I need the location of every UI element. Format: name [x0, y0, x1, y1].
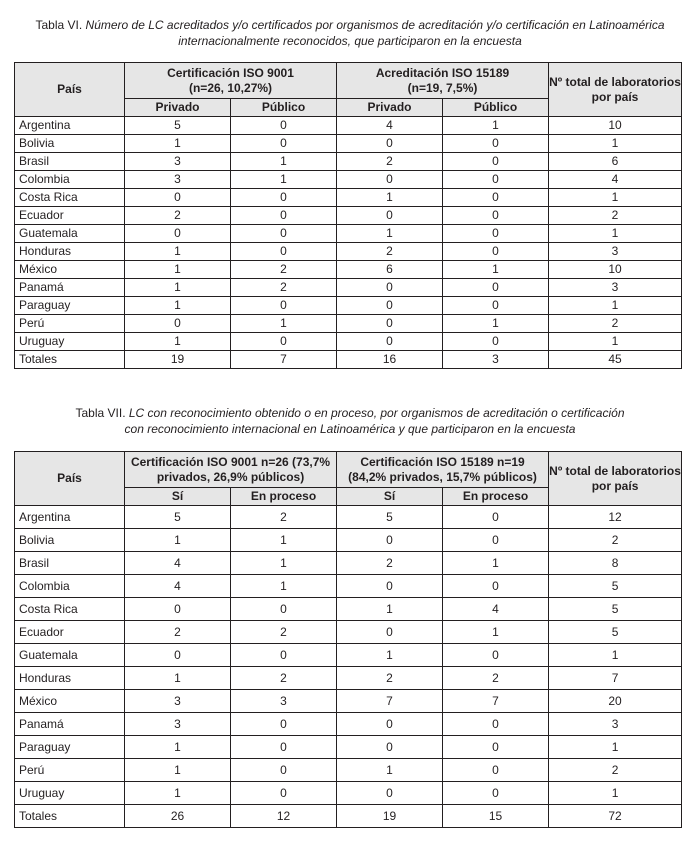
value-cell: 0 — [231, 759, 337, 782]
value-cell: 0 — [337, 529, 443, 552]
table-6-caption — [0, 17, 700, 49]
table-7-caption-text-2: con reconocimiento internacional en Latinoamérica y que participaron en la encuesta — [124, 422, 576, 436]
column-group-iso15189-line-1: Certificación ISO 15189 n=19 — [360, 454, 525, 469]
column-header-sub-3: Privado — [337, 99, 443, 117]
value-cell: 1 — [231, 315, 337, 333]
value-cell: 2 — [231, 621, 337, 644]
table-7-body — [15, 506, 682, 828]
total-cell: 5 — [549, 621, 682, 644]
value-cell: 2 — [337, 153, 443, 171]
country-cell: Perú — [15, 759, 125, 782]
value-cell: 1 — [125, 667, 231, 690]
value-cell: 0 — [231, 782, 337, 805]
value-cell: 15 — [443, 805, 549, 828]
value-cell: 0 — [443, 225, 549, 243]
value-cell: 0 — [337, 621, 443, 644]
value-cell: 1 — [337, 225, 443, 243]
country-cell: Paraguay — [15, 297, 125, 315]
column-group-iso9001-line-1: Certificación ISO 9001 n=26 (73,7% — [130, 454, 331, 469]
column-header-sub-2: Público — [231, 99, 337, 117]
column-header-sub-3: Sí — [337, 488, 443, 506]
value-cell: 1 — [337, 759, 443, 782]
total-cell: 3 — [549, 279, 682, 297]
column-group-iso15189 — [337, 452, 549, 488]
table-row — [15, 598, 682, 621]
value-cell: 0 — [443, 135, 549, 153]
country-cell: Bolivia — [15, 135, 125, 153]
value-cell: 0 — [443, 759, 549, 782]
value-cell: 1 — [443, 117, 549, 135]
value-cell: 0 — [443, 713, 549, 736]
table-row — [15, 529, 682, 552]
value-cell: 3 — [125, 153, 231, 171]
table-row — [15, 153, 682, 171]
column-group-iso9001-line-1: Certificación ISO 9001 — [167, 65, 294, 80]
column-header-total-line-1: Nº total de laboratorios — [549, 74, 681, 89]
total-cell: 1 — [549, 782, 682, 805]
country-cell: Guatemala — [15, 225, 125, 243]
total-cell: 2 — [549, 759, 682, 782]
value-cell: 1 — [125, 333, 231, 351]
country-cell: Perú — [15, 315, 125, 333]
value-cell: 0 — [231, 135, 337, 153]
country-cell: Costa Rica — [15, 189, 125, 207]
value-cell: 0 — [337, 297, 443, 315]
value-cell: 1 — [125, 279, 231, 297]
value-cell: 0 — [231, 713, 337, 736]
value-cell: 0 — [337, 575, 443, 598]
total-cell: 5 — [549, 575, 682, 598]
country-cell: Uruguay — [15, 782, 125, 805]
table-row — [15, 759, 682, 782]
table-7-caption-label: Tabla VII. — [75, 406, 126, 420]
value-cell: 0 — [231, 207, 337, 225]
value-cell: 5 — [125, 506, 231, 529]
country-cell: Brasil — [15, 552, 125, 575]
column-header-total-line-1: Nº total de laboratorios — [549, 463, 681, 478]
value-cell: 5 — [125, 117, 231, 135]
value-cell: 2 — [337, 243, 443, 261]
column-header-total-line-2: por país — [591, 89, 639, 104]
column-header-country: País — [15, 452, 125, 506]
column-header-sub-4: Público — [443, 99, 549, 117]
column-header-country: País — [15, 63, 125, 117]
table-row — [15, 552, 682, 575]
value-cell: 0 — [231, 297, 337, 315]
column-group-iso15189-line-2: (84,2% privados, 15,7% públicos) — [348, 469, 537, 484]
table-row — [15, 667, 682, 690]
total-cell: 20 — [549, 690, 682, 713]
country-cell: Bolivia — [15, 529, 125, 552]
value-cell: 1 — [443, 621, 549, 644]
country-cell: Argentina — [15, 117, 125, 135]
value-cell: 19 — [125, 351, 231, 369]
value-cell: 2 — [231, 279, 337, 297]
value-cell: 26 — [125, 805, 231, 828]
value-cell: 0 — [443, 782, 549, 805]
total-cell: 6 — [549, 153, 682, 171]
value-cell: 1 — [231, 552, 337, 575]
total-cell: 4 — [549, 171, 682, 189]
value-cell: 0 — [337, 333, 443, 351]
table-totals-row — [15, 805, 682, 828]
total-cell: 3 — [549, 713, 682, 736]
total-cell: 1 — [549, 644, 682, 667]
value-cell: 7 — [231, 351, 337, 369]
value-cell: 1 — [125, 243, 231, 261]
country-cell: Uruguay — [15, 333, 125, 351]
column-header-total — [549, 452, 682, 506]
total-cell: 1 — [549, 736, 682, 759]
table-totals-row — [15, 351, 682, 369]
value-cell: 1 — [125, 782, 231, 805]
value-cell: 2 — [337, 667, 443, 690]
value-cell: 0 — [337, 171, 443, 189]
country-cell: México — [15, 261, 125, 279]
table-row — [15, 225, 682, 243]
value-cell: 2 — [231, 667, 337, 690]
table-7-caption — [0, 405, 700, 437]
total-cell: 1 — [549, 135, 682, 153]
value-cell: 3 — [125, 171, 231, 189]
table-6-body — [15, 117, 682, 369]
total-cell: 2 — [549, 315, 682, 333]
table-row — [15, 297, 682, 315]
table-7-caption-line-2 — [0, 421, 700, 437]
value-cell: 0 — [125, 644, 231, 667]
value-cell: 0 — [231, 117, 337, 135]
country-cell: Costa Rica — [15, 598, 125, 621]
column-group-iso15189-line-2: (n=19, 7,5%) — [407, 80, 478, 95]
table-6-caption-text-1: Número de LC acreditados y/o certificados por organismos de acreditación y/o certificación en Latinoamérica — [85, 18, 665, 32]
country-cell: Totales — [15, 805, 125, 828]
table-row — [15, 243, 682, 261]
total-cell: 3 — [549, 243, 682, 261]
value-cell: 0 — [337, 782, 443, 805]
table-row — [15, 279, 682, 297]
country-cell: Totales — [15, 351, 125, 369]
table-row — [15, 315, 682, 333]
table-row — [15, 261, 682, 279]
value-cell: 0 — [337, 207, 443, 225]
column-group-iso15189-line-1: Acreditación ISO 15189 — [375, 65, 510, 80]
value-cell: 0 — [443, 333, 549, 351]
country-cell: Panamá — [15, 279, 125, 297]
total-cell: 5 — [549, 598, 682, 621]
column-group-iso9001-line-2: privados, 26,9% públicos) — [156, 469, 305, 484]
country-cell: México — [15, 690, 125, 713]
value-cell: 1 — [231, 153, 337, 171]
value-cell: 7 — [337, 690, 443, 713]
value-cell: 0 — [337, 135, 443, 153]
column-group-iso9001 — [125, 63, 337, 99]
value-cell: 1 — [125, 297, 231, 315]
table-row — [15, 135, 682, 153]
value-cell: 0 — [443, 207, 549, 225]
value-cell: 0 — [443, 529, 549, 552]
table-7-caption-text-1: LC con reconocimiento obtenido o en proceso, por organismos de acreditación o certificación — [128, 406, 625, 420]
table-row — [15, 782, 682, 805]
table-6-caption-label: Tabla VI. — [35, 18, 83, 32]
country-cell: Ecuador — [15, 207, 125, 225]
value-cell: 19 — [337, 805, 443, 828]
table-row — [15, 506, 682, 529]
column-header-total-line-2: por país — [591, 478, 639, 493]
total-cell: 2 — [549, 207, 682, 225]
table-row — [15, 713, 682, 736]
column-header-sub-1: Sí — [125, 488, 231, 506]
table-6-caption-line-2 — [0, 33, 700, 49]
value-cell: 1 — [231, 529, 337, 552]
value-cell: 1 — [125, 261, 231, 279]
table-row — [15, 644, 682, 667]
column-group-iso9001-line-2: (n=26, 10,27%) — [188, 80, 273, 95]
value-cell: 0 — [231, 736, 337, 759]
total-cell: 12 — [549, 506, 682, 529]
value-cell: 0 — [231, 189, 337, 207]
value-cell: 0 — [231, 243, 337, 261]
total-cell: 10 — [549, 117, 682, 135]
table-6-caption-line-1 — [0, 17, 700, 33]
country-cell: Colombia — [15, 575, 125, 598]
country-cell: Honduras — [15, 243, 125, 261]
value-cell: 1 — [125, 736, 231, 759]
value-cell: 4 — [443, 598, 549, 621]
value-cell: 3 — [125, 690, 231, 713]
value-cell: 2 — [125, 621, 231, 644]
value-cell: 4 — [125, 575, 231, 598]
value-cell: 0 — [125, 315, 231, 333]
value-cell: 16 — [337, 351, 443, 369]
total-cell: 1 — [549, 333, 682, 351]
value-cell: 2 — [231, 506, 337, 529]
table-row — [15, 736, 682, 759]
value-cell: 0 — [125, 189, 231, 207]
column-group-iso15189 — [337, 63, 549, 99]
total-cell: 2 — [549, 529, 682, 552]
table-row — [15, 117, 682, 135]
table-6 — [14, 62, 682, 369]
value-cell: 2 — [125, 207, 231, 225]
value-cell: 1 — [125, 529, 231, 552]
value-cell: 0 — [337, 713, 443, 736]
value-cell: 0 — [443, 243, 549, 261]
total-cell: 8 — [549, 552, 682, 575]
value-cell: 3 — [125, 713, 231, 736]
total-cell: 1 — [549, 297, 682, 315]
table-7-caption-line-1 — [0, 405, 700, 421]
value-cell: 0 — [337, 279, 443, 297]
value-cell: 0 — [337, 315, 443, 333]
value-cell: 1 — [231, 575, 337, 598]
value-cell: 1 — [231, 171, 337, 189]
table-row — [15, 621, 682, 644]
total-cell: 72 — [549, 805, 682, 828]
value-cell: 2 — [337, 552, 443, 575]
value-cell: 0 — [443, 297, 549, 315]
value-cell: 0 — [443, 189, 549, 207]
value-cell: 0 — [337, 736, 443, 759]
value-cell: 4 — [125, 552, 231, 575]
value-cell: 1 — [337, 644, 443, 667]
total-cell: 45 — [549, 351, 682, 369]
value-cell: 0 — [125, 598, 231, 621]
total-cell: 1 — [549, 189, 682, 207]
table-row — [15, 207, 682, 225]
table-row — [15, 189, 682, 207]
value-cell: 4 — [337, 117, 443, 135]
value-cell: 1 — [443, 552, 549, 575]
value-cell: 1 — [337, 598, 443, 621]
value-cell: 0 — [443, 575, 549, 598]
value-cell: 3 — [443, 351, 549, 369]
value-cell: 0 — [443, 506, 549, 529]
column-header-sub-2: En proceso — [231, 488, 337, 506]
country-cell: Argentina — [15, 506, 125, 529]
value-cell: 0 — [231, 333, 337, 351]
value-cell: 7 — [443, 690, 549, 713]
value-cell: 1 — [125, 135, 231, 153]
value-cell: 2 — [231, 261, 337, 279]
value-cell: 0 — [443, 736, 549, 759]
value-cell: 0 — [443, 171, 549, 189]
country-cell: Ecuador — [15, 621, 125, 644]
value-cell: 0 — [443, 153, 549, 171]
value-cell: 0 — [231, 225, 337, 243]
value-cell: 1 — [443, 261, 549, 279]
column-group-iso9001 — [125, 452, 337, 488]
country-cell: Honduras — [15, 667, 125, 690]
value-cell: 2 — [443, 667, 549, 690]
table-row — [15, 333, 682, 351]
column-header-sub-4: En proceso — [443, 488, 549, 506]
value-cell: 6 — [337, 261, 443, 279]
table-7 — [14, 451, 682, 828]
total-cell: 10 — [549, 261, 682, 279]
total-cell: 1 — [549, 225, 682, 243]
total-cell: 7 — [549, 667, 682, 690]
column-header-sub-1: Privado — [125, 99, 231, 117]
value-cell: 3 — [231, 690, 337, 713]
value-cell: 0 — [231, 598, 337, 621]
country-cell: Guatemala — [15, 644, 125, 667]
country-cell: Brasil — [15, 153, 125, 171]
column-header-total — [549, 63, 682, 117]
table-6-caption-text-2: internacionalmente reconocidos, que participaron en la encuesta — [178, 34, 522, 48]
value-cell: 0 — [443, 644, 549, 667]
value-cell: 1 — [125, 759, 231, 782]
value-cell: 0 — [231, 644, 337, 667]
value-cell: 1 — [337, 189, 443, 207]
value-cell: 5 — [337, 506, 443, 529]
value-cell: 0 — [125, 225, 231, 243]
table-row — [15, 690, 682, 713]
value-cell: 0 — [443, 279, 549, 297]
country-cell: Paraguay — [15, 736, 125, 759]
value-cell: 1 — [443, 315, 549, 333]
table-row — [15, 171, 682, 189]
country-cell: Colombia — [15, 171, 125, 189]
table-row — [15, 575, 682, 598]
value-cell: 12 — [231, 805, 337, 828]
country-cell: Panamá — [15, 713, 125, 736]
